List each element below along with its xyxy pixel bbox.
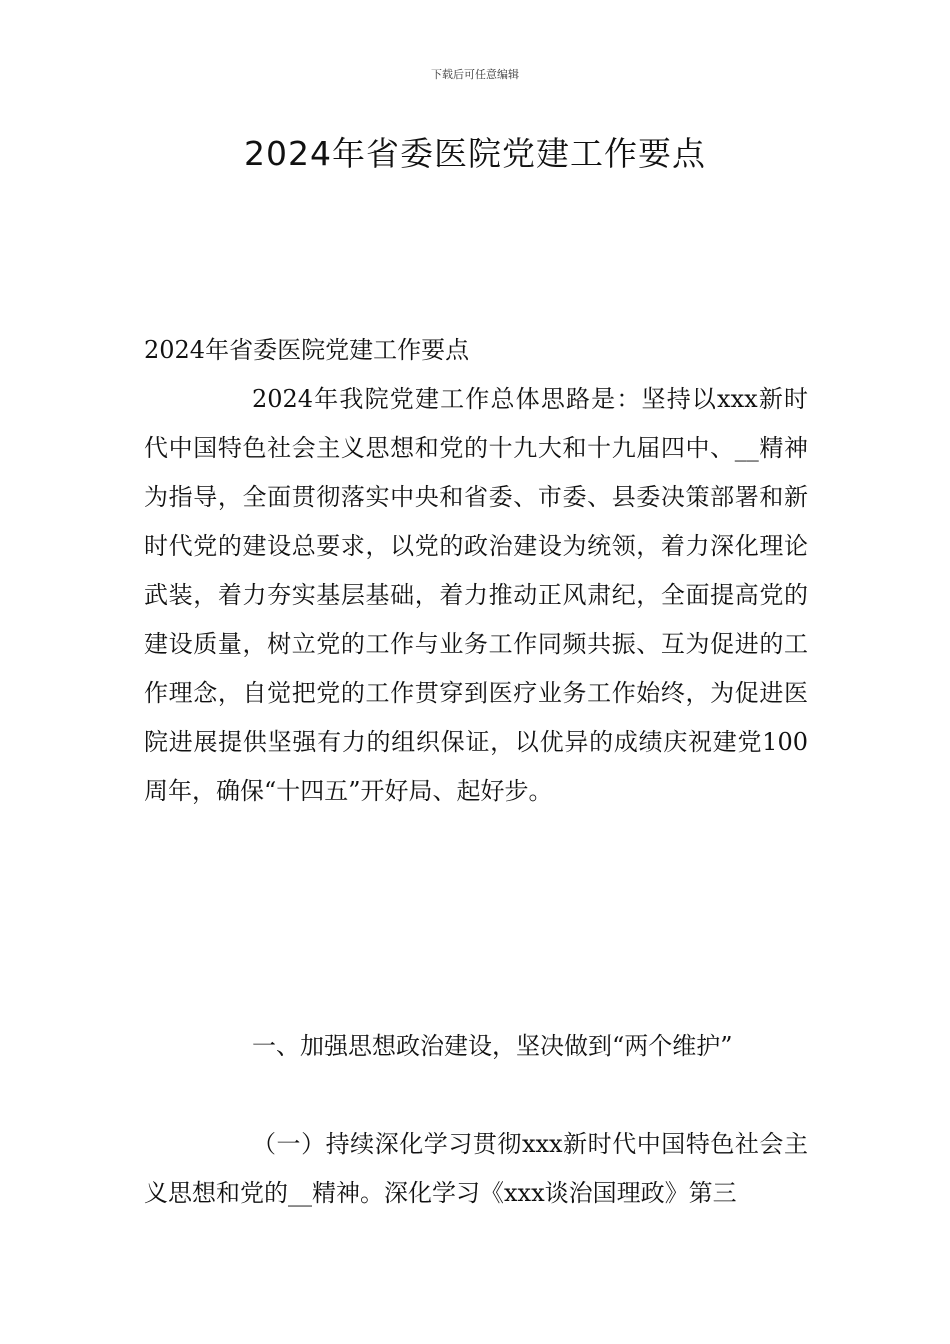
- section-one-heading: 一、加强思想政治建设，坚决做到“两个维护”: [252, 1032, 733, 1060]
- intro-paragraph: 2024年我院党建工作总体思路是：坚持以xxx新时代中国特色社会主义思想和党的十九大和十九届四中、__精神为指导，全面贯彻落实中央和省委、市委、县委决策部署和新时代党的建设总要求，以党的政治建设为统领，着力深化理论武装，着力夯实基层基础，着力推动正风肃纪，全面提高党的建设质量，树立党的工作与业务工作同频共振、互为促进的工作理念，自觉把党的工作贯穿到医疗业务工作始终，为促进医院进展提供坚强有力的组织保证，以优异的成绩庆祝建党100周年，确保“十四五”开好局、起好步。: [144, 385, 808, 805]
- section-one-item-one: （一）持续深化学习贯彻xxx新时代中国特色社会主义思想和党的__精神。深化学习《xxx谈治国理政》第三: [144, 1130, 808, 1207]
- document-title: 2024年省委医院党建工作要点: [244, 134, 706, 173]
- header-note: 下载后可任意编辑: [431, 68, 519, 81]
- document-subtitle: 2024年省委医院党建工作要点: [144, 336, 470, 364]
